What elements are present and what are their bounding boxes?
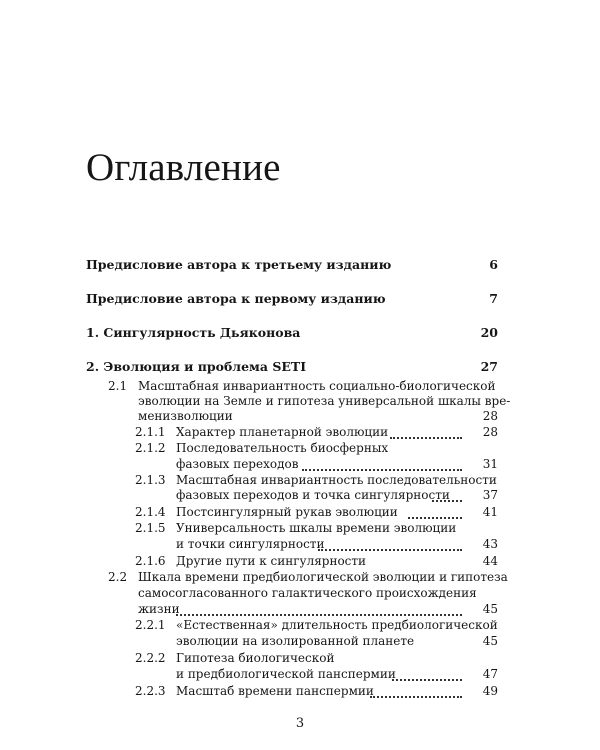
toc-subsection-2-1-2-page: 31 xyxy=(482,457,498,471)
page-title: Оглавление xyxy=(86,146,281,189)
toc-subsection-2-1-4-line-1: Постсингулярный рукав эволюции xyxy=(176,505,398,519)
toc-subsection-2-1-3-line-2: фазовых переходов и точка сингулярности xyxy=(176,488,450,502)
toc-subsection-2-2-3-page: 49 xyxy=(482,684,498,698)
dot-leader xyxy=(176,613,462,616)
toc-section-2-2-line-3: жизни xyxy=(138,602,180,616)
toc-subsection-2-1-5-line-1: Универсальность шкалы времени эволюции xyxy=(176,521,457,535)
dot-leader xyxy=(390,436,462,439)
toc-subsection-2-1-4-page: 41 xyxy=(482,505,498,519)
toc-subsection-2-2-2-number: 2.2.2 xyxy=(135,651,166,665)
toc-subsection-2-2-1-number: 2.2.1 xyxy=(135,618,166,632)
toc-subsection-2-1-1-number: 2.1.1 xyxy=(135,425,166,439)
toc-subsection-2-2-1-line-1: «Естественная» длительность предбиологической xyxy=(176,618,498,632)
toc-subsection-2-1-5-page: 43 xyxy=(482,537,498,551)
toc-section-2-1-line-2: эволюции на Земле и гипотеза универсальной шкалы вре- xyxy=(138,394,511,408)
toc-chapter-2-title: 2. Эволюция и проблема SETI xyxy=(86,359,307,374)
toc-subsection-2-1-5-number: 2.1.5 xyxy=(135,521,166,535)
toc-chapter-2-page: 27 xyxy=(480,359,498,374)
toc-subsection-2-1-3-line-1: Масштабная инвариантность последовательности xyxy=(176,473,497,487)
toc-subsection-2-2-3-number: 2.2.3 xyxy=(135,684,166,698)
toc-section-2-1-page: 28 xyxy=(482,409,498,423)
toc-subsection-2-1-1-line-1: Характер планетарной эволюции xyxy=(176,425,389,439)
toc-subsection-2-1-1-page: 28 xyxy=(482,425,498,439)
dot-leader xyxy=(318,548,462,551)
toc-subsection-2-2-2-page: 47 xyxy=(482,667,498,681)
toc-subsection-2-1-6-number: 2.1.6 xyxy=(135,554,166,568)
toc-preface-third-page: 6 xyxy=(489,257,498,272)
page-number: 3 xyxy=(295,716,305,731)
toc-section-2-2-page: 45 xyxy=(482,602,498,616)
toc-chapter-1-title: 1. Сингулярность Дьяконова xyxy=(86,325,301,340)
toc-subsection-2-1-3-page: 37 xyxy=(482,488,498,502)
toc-subsection-2-1-2-line-1: Последовательность биосферных xyxy=(176,441,389,455)
toc-preface-first-title: Предисловие автора к первому изданию xyxy=(86,291,386,306)
toc-subsection-2-1-2-number: 2.1.2 xyxy=(135,441,166,455)
toc-section-2-1-line-3: менизволюции xyxy=(138,409,233,423)
toc-section-2-1-line-1: Масштабная инвариантность социально-биологической xyxy=(138,379,496,393)
toc-subsection-2-1-2-line-2: фазовых переходов xyxy=(176,457,299,471)
toc-subsection-2-2-2-line-1: Гипотеза биологической xyxy=(176,651,335,665)
toc-section-2-2-number: 2.2 xyxy=(108,570,128,584)
toc-subsection-2-1-5-line-2: и точки сингулярности xyxy=(176,537,325,551)
toc-subsection-2-1-6-line-1: Другие пути к сингулярности xyxy=(176,554,367,568)
toc-subsection-2-2-2-line-2: и предбиологической панспермии xyxy=(176,667,396,681)
toc-preface-third-title: Предисловие автора к третьему изданию xyxy=(86,257,392,272)
toc-subsection-2-1-4-number: 2.1.4 xyxy=(135,505,166,519)
dot-leader xyxy=(392,678,462,681)
dot-leader xyxy=(408,516,462,519)
toc-subsection-2-2-1-page: 45 xyxy=(482,634,498,648)
toc-chapter-1-page: 20 xyxy=(480,325,498,340)
toc-preface-first-page: 7 xyxy=(489,291,498,306)
dot-leader xyxy=(370,695,462,698)
toc-subsection-2-1-3-number: 2.1.3 xyxy=(135,473,166,487)
toc-section-2-1-number: 2.1 xyxy=(108,379,128,393)
toc-subsection-2-2-1-line-2: эволюции на изолированной планете xyxy=(176,634,415,648)
toc-subsection-2-1-6-page: 44 xyxy=(482,554,498,568)
toc-subsection-2-2-3-line-1: Масштаб времени панспермии xyxy=(176,684,374,698)
toc-section-2-2-line-1: Шкала времени предбиологической эволюции и гипотеза xyxy=(138,570,508,584)
toc-section-2-2-line-2: самосогласованного галактического происхождения xyxy=(138,586,477,600)
dot-leader xyxy=(302,468,462,471)
